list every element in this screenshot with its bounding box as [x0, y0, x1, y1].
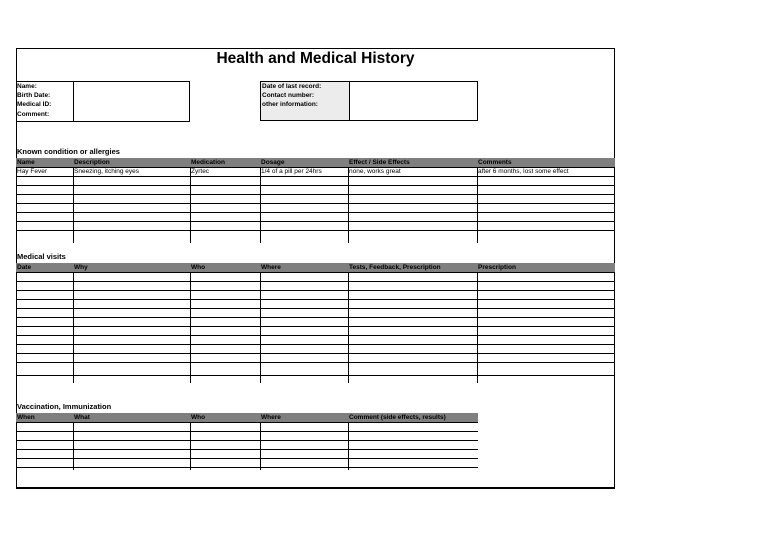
grid-column-line — [16, 167, 17, 243]
grid-column-line — [260, 167, 261, 243]
grid-column-line — [16, 272, 17, 366]
comment-label: Comment: — [17, 111, 50, 118]
visits-header-row — [16, 263, 615, 272]
patient-label-box — [16, 81, 74, 122]
medical-id-label: Medical ID: — [17, 101, 52, 108]
grid-row-line — [16, 176, 615, 177]
table-cell: after 6 months, lost some effect — [478, 168, 569, 175]
visits-col-who: Who — [191, 264, 206, 271]
vaccinations-section-title: Vaccination, Immunization — [17, 402, 112, 411]
grid-row-line — [16, 281, 615, 282]
grid-column-line — [260, 422, 261, 470]
visits-section-title: Medical visits — [17, 252, 66, 261]
record-info-field[interactable] — [349, 81, 478, 121]
conditions-col-dosage: Dosage — [261, 159, 285, 166]
grid-row-line — [16, 449, 478, 450]
grid-column-line — [190, 422, 191, 470]
grid-row-line — [16, 344, 615, 345]
visits-col-where: Where — [261, 264, 281, 271]
grid-row-line — [16, 440, 478, 441]
grid-row-line — [16, 299, 615, 300]
grid-row-line — [16, 335, 615, 336]
grid-row-line — [16, 185, 615, 186]
visits-col-tests: Tests, Feedback, Prescription — [349, 264, 441, 271]
grid-row-line — [16, 431, 478, 432]
grid-column-line — [477, 167, 478, 243]
grid-row-line — [16, 203, 615, 204]
conditions-col-name: Name — [17, 159, 35, 166]
table-cell: Zyrtec — [191, 168, 210, 175]
grid-row-line — [16, 290, 615, 291]
grid-row-line — [16, 317, 615, 318]
grid-column-line — [477, 272, 478, 366]
grid-column-line — [348, 167, 349, 243]
grid-row-line — [16, 230, 615, 231]
grid-column-line — [260, 272, 261, 366]
grid-row-line — [16, 326, 615, 327]
grid-row-line — [16, 212, 615, 213]
grid-column-line — [614, 167, 615, 243]
name-label: Name: — [17, 83, 37, 90]
table-cell: 1/4 of a pill per 24hrs — [261, 168, 322, 175]
grid-column-line — [348, 272, 349, 366]
section-divider — [16, 375, 615, 376]
table-cell: none, works great — [349, 168, 401, 175]
grid-column-line — [73, 167, 74, 243]
grid-column-line — [73, 272, 74, 366]
visits-col-why: Why — [74, 264, 88, 271]
grid-row-line — [16, 422, 478, 423]
grid-column-line — [73, 422, 74, 470]
vaccinations-col-where: Where — [261, 414, 281, 421]
conditions-section-title: Known condition or allergies — [17, 147, 120, 156]
visits-col-prescription: Prescription — [478, 264, 516, 271]
grid-row-line — [16, 167, 615, 168]
last-record-label: Date of last record: — [262, 83, 322, 90]
grid-row-line — [16, 194, 615, 195]
table-cell: Hay Fever — [17, 168, 47, 175]
vaccinations-col-who: Who — [191, 414, 206, 421]
vaccinations-col-comment: Comment (side effects, results) — [349, 414, 446, 421]
grid-column-line — [614, 272, 615, 366]
vaccinations-col-when: When — [17, 414, 35, 421]
vaccinations-header-row — [16, 413, 478, 422]
conditions-col-medication: Medication — [191, 159, 225, 166]
conditions-col-effect: Effect / Side Effects — [349, 159, 410, 166]
grid-row-line — [16, 458, 478, 459]
table-cell: Sneezing, itching eyes — [74, 168, 140, 175]
grid-row-line — [16, 353, 615, 354]
grid-column-line — [190, 272, 191, 366]
grid-column-line — [190, 167, 191, 243]
grid-column-line — [348, 422, 349, 470]
page-title: Health and Medical History — [216, 50, 415, 67]
grid-row-line — [16, 272, 615, 273]
conditions-header-row — [16, 158, 615, 167]
birth-date-label: Birth Date: — [17, 92, 51, 99]
grid-column-line — [16, 422, 17, 470]
visits-col-date: Date — [17, 264, 32, 271]
conditions-col-comments: Comments — [478, 159, 512, 166]
grid-row-line — [16, 221, 615, 222]
vaccinations-col-what: What — [74, 414, 90, 421]
patient-info-field[interactable] — [73, 81, 190, 122]
grid-row-line — [16, 308, 615, 309]
other-information-label: other information: — [262, 101, 318, 108]
contact-number-label: Contact number: — [262, 92, 314, 99]
grid-row-line — [16, 362, 615, 363]
grid-row-line — [16, 467, 478, 468]
conditions-col-description: Description — [74, 159, 110, 166]
